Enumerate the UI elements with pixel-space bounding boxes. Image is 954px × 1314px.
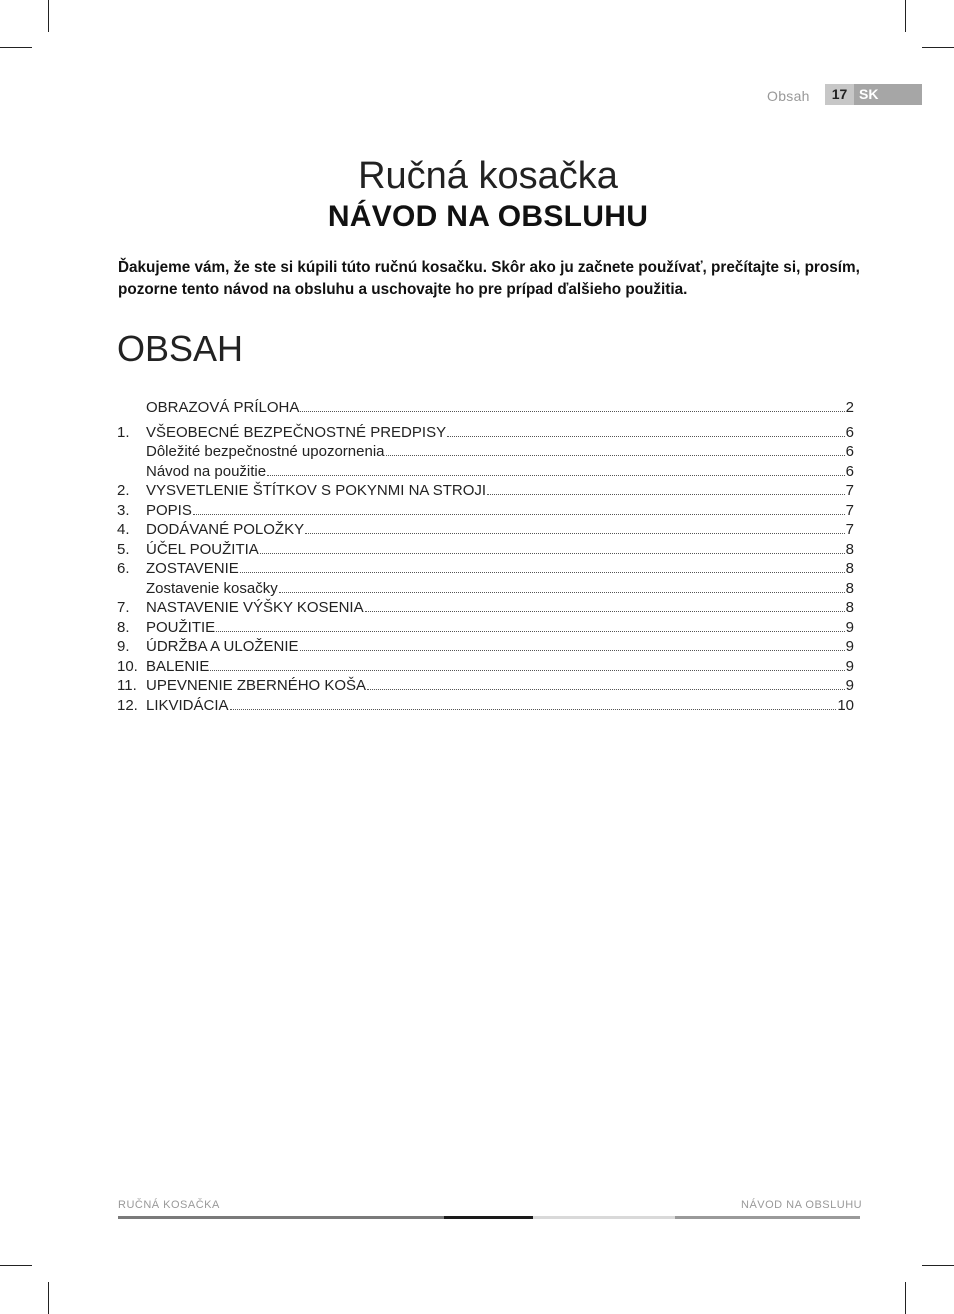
- toc-entry-page: 8: [845, 599, 854, 616]
- toc-entry: [117, 619, 854, 639]
- toc-entry-page: 6: [845, 443, 854, 460]
- toc-entry: [117, 502, 854, 522]
- crop-mark: [922, 47, 954, 48]
- footer-bar-segment: [444, 1216, 533, 1219]
- toc-entry-label: Zostavenie kosačky: [146, 579, 278, 597]
- toc-entry-label: UPEVNENIE ZBERNÉHO KOŠA: [146, 677, 367, 694]
- toc-dot-leader: [193, 514, 845, 515]
- toc-entry-number: 9.: [117, 638, 130, 655]
- toc-entry-page: 9: [845, 638, 854, 655]
- toc-entry-number: 4.: [117, 521, 130, 538]
- page-tab: [825, 84, 922, 105]
- toc-entry: [117, 463, 854, 483]
- crop-mark: [905, 0, 906, 32]
- footer-bar-segment: [118, 1216, 444, 1219]
- crop-mark: [0, 47, 32, 48]
- toc-entry-page: 6: [845, 462, 854, 480]
- toc-dot-leader: [305, 533, 845, 534]
- toc-entry-page: 7: [845, 482, 854, 499]
- toc-entry-number: 10.: [117, 657, 138, 675]
- toc-entry-number: 6.: [117, 560, 130, 577]
- footer-left-label: RUČNÁ KOSAČKA: [118, 1199, 220, 1211]
- toc-entry-label: POPIS: [146, 501, 192, 519]
- crop-mark: [48, 1282, 49, 1314]
- toc-entry: [117, 399, 854, 419]
- toc-dot-leader: [300, 411, 844, 412]
- toc-entry-page: 9: [845, 657, 854, 675]
- toc-dot-leader: [230, 709, 837, 710]
- toc-entry: [117, 443, 854, 463]
- toc-dot-leader: [367, 689, 845, 690]
- footer-bar-segment: [675, 1216, 860, 1219]
- page-number: 17: [825, 84, 854, 105]
- toc-entry-label: ÚČEL POUŽITIA: [146, 540, 259, 558]
- toc-entry-page: 6: [845, 423, 854, 441]
- toc-dot-leader: [240, 572, 845, 573]
- toc-entry-label: ÚDRŽBA A ULOŽENIE: [146, 638, 299, 655]
- toc-entry-number: 7.: [117, 599, 130, 616]
- toc-dot-leader: [279, 592, 845, 593]
- toc-entry-number: 3.: [117, 501, 130, 519]
- toc-entry: [117, 658, 854, 678]
- toc-dot-leader: [487, 494, 845, 495]
- toc-entry-page: 8: [845, 560, 854, 577]
- toc-entry: [117, 580, 854, 600]
- table-of-contents: [117, 399, 854, 716]
- toc-entry-label: VYSVETLENIE ŠTÍTKOV S POKYNMI NA STROJI: [146, 482, 487, 499]
- toc-entry-page: 8: [845, 579, 854, 597]
- intro-paragraph: Ďakujeme vám, že ste si kúpili túto ručnú kosačku. Skôr ako ju začnete používať, prečítajte si, prosím, pozorne tento návod na obsluhu a uschovajte ho pre prípad ďalšieho použitia.: [118, 259, 860, 298]
- toc-entry: [117, 560, 854, 580]
- toc-entry-label: Dôležité bezpečnostné upozornenia: [146, 443, 385, 460]
- toc-entry-label: POUŽITIE: [146, 618, 216, 636]
- crop-mark: [922, 1265, 954, 1266]
- toc-entry: [117, 482, 854, 502]
- toc-entry-number: 1.: [117, 423, 130, 441]
- toc-entry-number: 11.: [117, 677, 137, 694]
- toc-entry-label: ZOSTAVENIE: [146, 560, 239, 577]
- toc-entry-label: OBRAZOVÁ PRÍLOHA: [146, 399, 300, 416]
- toc-dot-leader: [447, 436, 845, 437]
- toc-entry-label: LIKVIDÁCIA: [146, 696, 229, 714]
- toc-entry-label: BALENIE: [146, 657, 210, 675]
- toc-entry-page: 10: [837, 696, 854, 714]
- toc-entry-number: 12.: [117, 696, 138, 714]
- toc-dot-leader: [267, 475, 845, 476]
- toc-dot-leader: [365, 611, 845, 612]
- document-title: Ručná kosačka: [358, 155, 618, 197]
- crop-mark: [905, 1282, 906, 1314]
- toc-entry: [117, 599, 854, 619]
- document-subtitle: NÁVOD NA OBSLUHU: [327, 200, 649, 233]
- crop-mark: [48, 0, 49, 32]
- toc-entry: [117, 521, 854, 541]
- toc-entry-label: VŠEOBECNÉ BEZPEČNOSTNÉ PREDPISY: [146, 423, 447, 441]
- toc-entry-label: NASTAVENIE VÝŠKY KOSENIA: [146, 599, 364, 616]
- language-label: SK: [854, 84, 922, 105]
- toc-entry-page: 9: [845, 677, 854, 694]
- toc-entry-label: Návod na použitie: [146, 462, 267, 480]
- toc-entry-page: 7: [845, 501, 854, 519]
- toc-entry-page: 8: [845, 540, 854, 558]
- toc-entry-page: 7: [845, 521, 854, 538]
- toc-dot-leader: [210, 670, 844, 671]
- footer-bar-segment: [533, 1216, 675, 1219]
- toc-dot-leader: [216, 631, 844, 632]
- toc-dot-leader: [386, 455, 845, 456]
- toc-entry: [117, 541, 854, 561]
- footer-right-label: NÁVOD NA OBSLUHU: [741, 1199, 863, 1211]
- toc-entry: [117, 677, 854, 697]
- toc-entry-page: 2: [845, 399, 854, 416]
- toc-entry-number: 2.: [117, 482, 130, 499]
- contents-heading: OBSAH: [117, 328, 244, 369]
- toc-entry: [117, 697, 854, 717]
- toc-entry-label: DODÁVANÉ POLOŽKY: [146, 521, 305, 538]
- toc-entry: [117, 424, 854, 444]
- toc-entry-number: 8.: [117, 618, 130, 636]
- toc-dot-leader: [300, 650, 845, 651]
- crop-mark: [0, 1265, 32, 1266]
- toc-entry-number: 5.: [117, 540, 130, 558]
- toc-dot-leader: [260, 553, 845, 554]
- toc-entry: [117, 638, 854, 658]
- toc-entry-page: 9: [845, 618, 854, 636]
- header-section-label: Obsah: [767, 88, 810, 104]
